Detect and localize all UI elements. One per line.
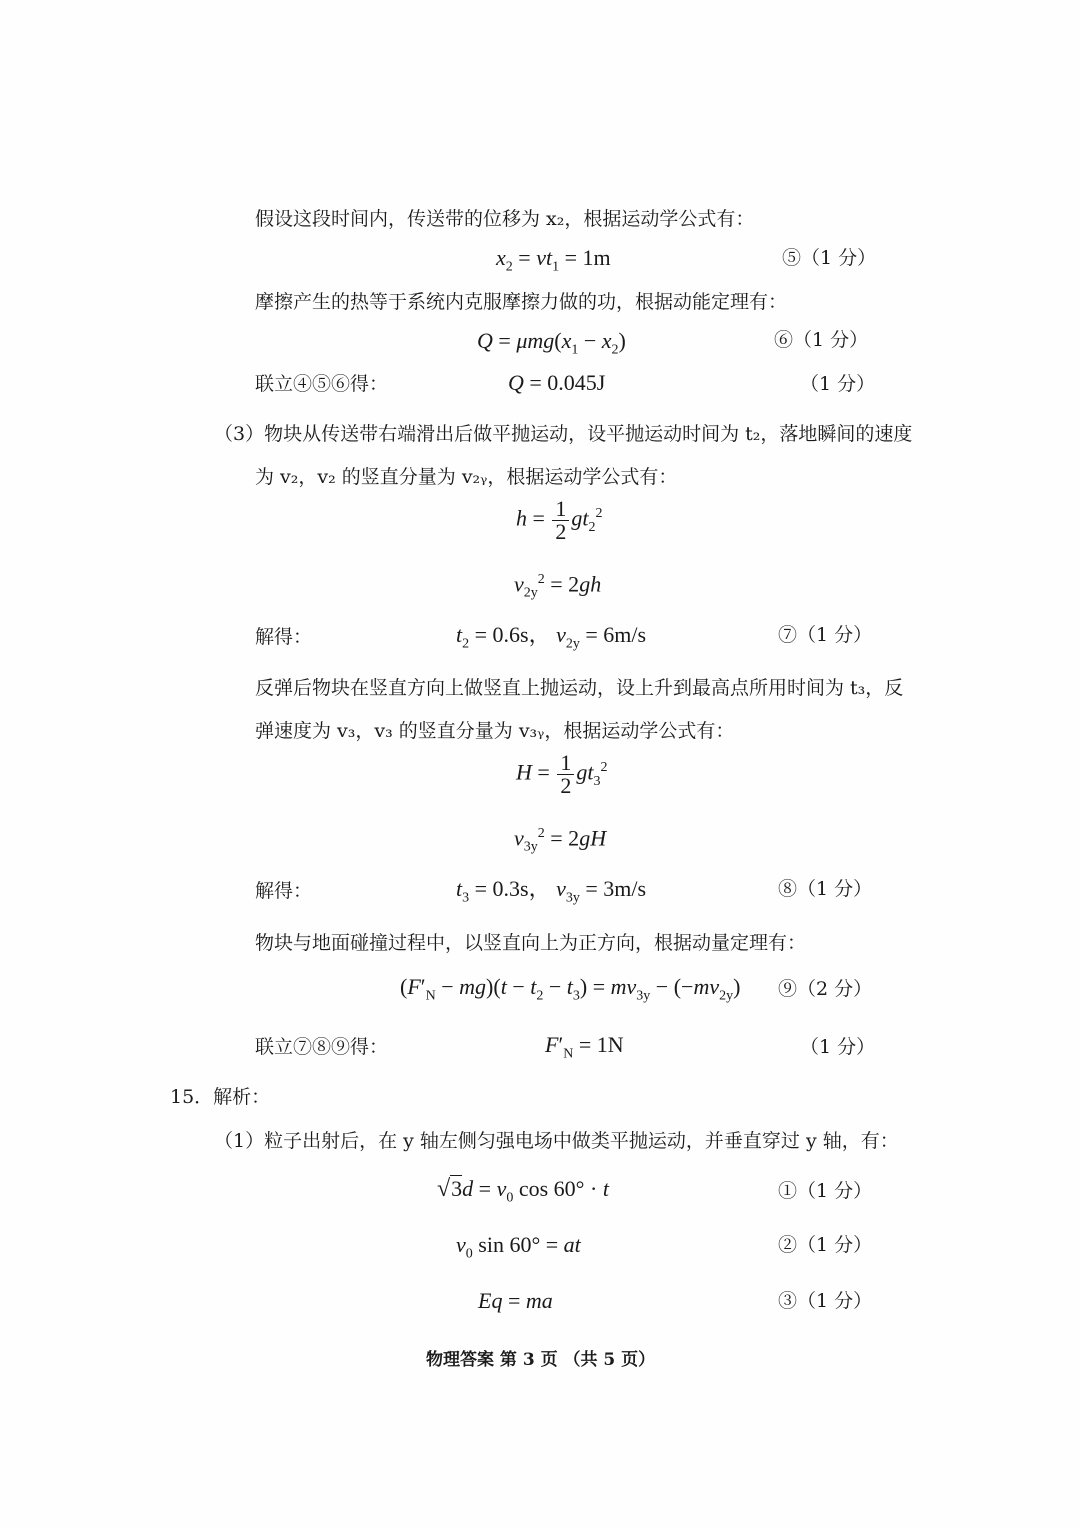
- question-15-heading: 15．解析：: [170, 1086, 271, 1108]
- equation-h: h = $\frac{1}{2}$ $gt_2^2$: [516, 496, 603, 544]
- equation-v3y-squared: $v_{3y}^2 = 2gH$: [514, 825, 607, 855]
- text-q15-part1: （1）粒子出射后，在 y 轴左侧匀强电场中做类平抛运动，并垂直穿过 y 轴，有：: [214, 1130, 899, 1152]
- score-15-3: ③（1 分）: [778, 1290, 873, 1312]
- score-5: ⑤（1 分）: [782, 247, 877, 269]
- score-Q: （1 分）: [800, 373, 876, 395]
- score-15-2: ②（1 分）: [778, 1234, 873, 1256]
- equation-6: $Q = \mu mg(x_1 - x_2)$: [477, 328, 626, 358]
- text-rebound-line2: 弹速度为 v₃，v₃ 的竖直分量为 v₃ᵧ，根据运动学公式有：: [255, 720, 735, 742]
- equation-15-1: $√3d = v_0$ cos 60° · t: [437, 1176, 609, 1206]
- score-9: ⑨（2 分）: [778, 978, 873, 1000]
- score-15-1: ①（1 分）: [778, 1180, 873, 1202]
- equation-v2y-squared: $v_{2y}^2 = 2gh$: [514, 571, 602, 601]
- text-line-belt-displacement: 假设这段时间内，传送带的位移为 x₂，根据运动学公式有：: [255, 208, 755, 230]
- text-momentum-theorem: 物块与地面碰撞过程中，以竖直向上为正方向，根据动量定理有：: [255, 932, 807, 954]
- text-rebound-line1: 反弹后物块在竖直方向上做竖直上抛运动，设上升到最高点所用时间为 t₃，反: [255, 677, 904, 699]
- equation-F-result: $F'_N = 1N$: [545, 1032, 624, 1062]
- label-solve-1: 解得：: [255, 626, 313, 648]
- equation-9: $(F'_N - mg)(t - t_2 - t_3) = mv_{3y} - (-mv_{2y})$: [400, 974, 741, 1004]
- score-7: ⑦（1 分）: [778, 624, 873, 646]
- equation-Q-result: Q = 0.045J: [508, 370, 606, 395]
- eq-text-5: [0, 1500, 1, 1501]
- label-combine-789: 联立⑦⑧⑨得：: [255, 1036, 389, 1058]
- equation-5: $x_2 = vt_1 = 1m$: [496, 245, 611, 275]
- equation-H: H = $\frac{1}{2}$ $gt_3^2$: [516, 750, 608, 798]
- score-6: ⑥（1 分）: [774, 329, 869, 351]
- equation-15-3: Eq = ma: [478, 1288, 553, 1313]
- fraction-one-half: $\frac{1}{2}$: [557, 752, 574, 797]
- page-footer: 物理答案 第 3 页 （共 5 页）: [426, 1350, 656, 1370]
- fraction-one-half: $\frac{1}{2}$: [552, 498, 569, 543]
- equation-7: $t_2 = 0.6s$， $v_{2y} = 6m/s$: [456, 622, 647, 652]
- equation-15-2: $v_0$ sin 60° = at: [456, 1232, 581, 1262]
- label-solve-2: 解得：: [255, 880, 313, 902]
- equation-8: $t_3 = 0.3s$， $v_{3y} = 3m/s$: [456, 876, 647, 906]
- label-combine-456: 联立④⑤⑥得：: [255, 373, 389, 395]
- text-line-friction-heat: 摩擦产生的热等于系统内克服摩擦力做的功，根据动能定理有：: [255, 291, 788, 313]
- score-F: （1 分）: [800, 1036, 876, 1058]
- score-8: ⑧（1 分）: [778, 878, 873, 900]
- text-part3-line2: 为 v₂，v₂ 的竖直分量为 v₂ᵧ，根据运动学公式有：: [255, 466, 678, 488]
- text-part3-line1: （3）物块从传送带右端滑出后做平抛运动，设平抛运动时间为 t₂，落地瞬间的速度: [214, 423, 913, 445]
